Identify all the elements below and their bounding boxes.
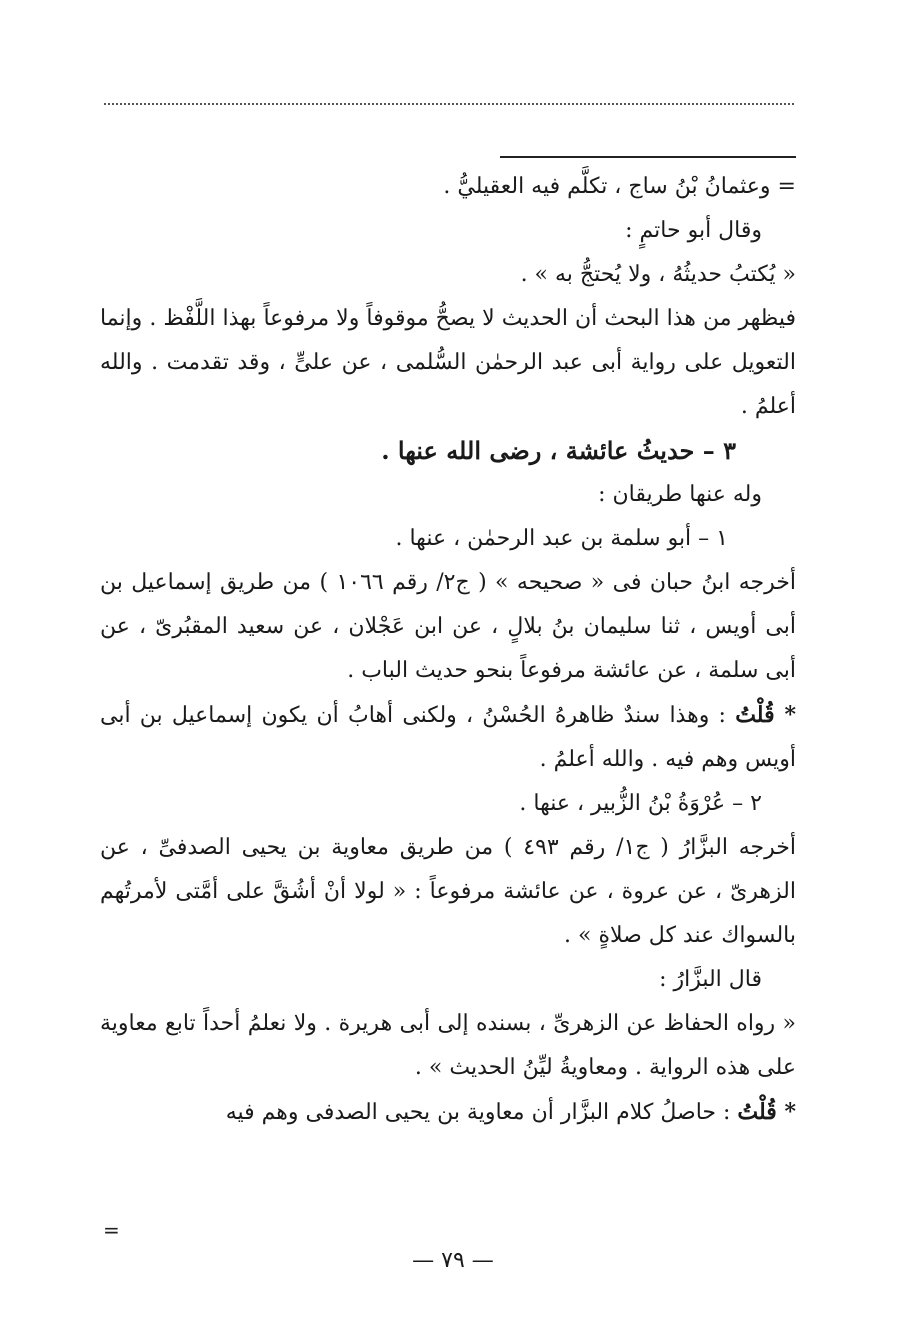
text-line: قال البزَّارُ : [659,967,762,992]
paragraph-text: : وهذا سندٌ ظاهرهُ الحُسْنُ ، ولكنى أهابُ أن يكون إسماعيل بن أبى أويس وهم فيه . والله أعلمُ . [100,703,796,772]
paragraph [100,693,796,782]
text-line: ١ – أبو سلمة بن عبد الرحمٰن ، عنها . [395,526,728,551]
text-line: وله عنها طريقان : [598,482,762,507]
text-line: « يُكتبُ حديثُهُ ، ولا يُحتجُّ به » . [520,262,796,287]
page-number: — ٧٩ — [412,1248,494,1273]
qultu-marker: * قُلْتُ [735,702,796,728]
qultu-marker: * قُلْتُ [737,1099,796,1125]
paragraph [100,1090,796,1135]
paragraph: « رواه الحفاظ عن الزهرىِّ ، بسنده إلى أبى هريرة . ولا نعلمُ أحداً تابع معاوية على هذه الرواية . ومعاويةُ ليِّنُ الحديث » . [100,1011,796,1080]
text-line: = وعثمانُ بْنُ ساج ، تكلَّم فيه العقيليُّ . [443,174,796,199]
paragraph-text: : حاصلُ كلام البزَّار أن معاوية بن يحيى الصدفى وهم فيه [225,1100,731,1125]
footnote-separator-rule [500,156,796,158]
section-heading: ٣ – حديثُ عائشة ، رضى الله عنها . [381,436,736,465]
continuation-marker: = [103,1218,120,1242]
page-text [100,165,796,1135]
header-dotted-rule [104,103,794,105]
paragraph: أخرجه ابنُ حبان فى « صحيحه » ( ج٢/ رقم ١٠٦٦ ) من طريق إسماعيل بن أبى أويس ، ثنا سليمان بنُ بلالٍ ، عن ابن عَجْلان ، عن سعيد المقبُرىّ ، عن أبى سلمة ، عن عائشة مرفوعاً بنحو حديث الباب . [100,570,796,683]
text-line: وقال أبو حاتمٍ : [625,218,762,243]
paragraph: أخرجه البزَّارُ ( ج١/ رقم ٤٩٣ ) من طريق معاوية بن يحيى الصدفىِّ ، عن الزهرىّ ، عن عروة ، عن عائشة مرفوعاً : « لولا أنْ أشُقَّ على أمَّتى لأمرتُهم بالسواك عند كل صلاةٍ » . [100,835,796,948]
text-line: ٢ – عُرْوَةُ بْنُ الزُّبير ، عنها . [519,791,762,816]
paragraph: فيظهر من هذا البحث أن الحديث لا يصحُّ موقوفاً ولا مرفوعاً بهذا اللَّفْظ . وإنما التعويل على رواية أبى عبد الرحمٰن السُّلمى ، عن علىٍّ ، وقد تقدمت . والله أعلمُ . [100,306,796,419]
